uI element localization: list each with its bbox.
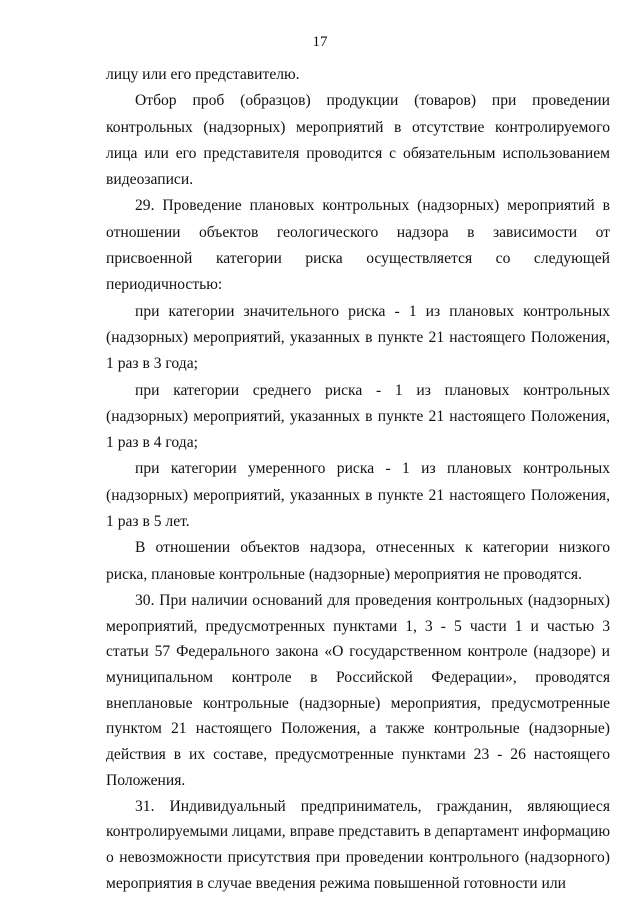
page-number: 17 [312,34,328,50]
paragraph-medium-risk: при категории среднего риска - 1 из плановых контрольных (надзорных) мероприятий, указанных в пункте 21 настоящего Положения, 1 раз в 4 года; [106,381,610,452]
paragraph-continuation: лицу или его представителю. [106,66,300,83]
paragraph-30: 30. При наличии оснований для проведения контрольных (надзорных) мероприятий, предусмотренных пунктами 1, 3 - 5 части 1 и частью 3 статьи 57 Федерального закона «О государственном контроле (надзоре) и муниципальном контроле в Российской Федерации», проводятся внеплановые контрольные (надзорные) мероприятия, предусмотренные пунктом 21 настоящего Положения, а также контрольные (надзорные) действия в их составе, предусмотренные пунктами 23 - 26 настоящего Положения. [106,591,610,789]
paragraph-significant-risk: при категории значительного риска - 1 из плановых контрольных (надзорных) мероприятий, указанных в пункте 21 настоящего Положения, 1 раз в 3 года; [106,302,610,373]
document-body [106,62,610,896]
paragraph-moderate-risk: при категории умеренного риска - 1 из плановых контрольных (надзорных) мероприятий, указанных в пункте 21 настоящего Положения, 1 раз в 5 лет. [106,460,610,531]
paragraph-low-risk: В отношении объектов надзора, отнесенных к категории низкого риска, плановые контрольные (надзорные) мероприятия не проводятся. [106,539,610,583]
paragraph-sampling: Отбор проб (образцов) продукции (товаров) при проведении контрольных (надзорных) мероприятий в отсутствие контролируемого лица или его представителя проводится с обязательным использованием видеозаписи. [106,92,610,189]
paragraph-31: 31. Индивидуальный предприниматель, гражданин, являющиеся контролируемыми лицами, вправе представить в департамент информацию о невозможности присутствия при проведении контрольного (надзорного) мероприятия в случае введения режима повышенной готовности или [106,797,610,892]
paragraph-29: 29. Проведение плановых контрольных (надзорных) мероприятий в отношении объектов геологического надзора в зависимости от присвоенной категории риска осуществляется со следующей периодичностью: [106,197,610,294]
